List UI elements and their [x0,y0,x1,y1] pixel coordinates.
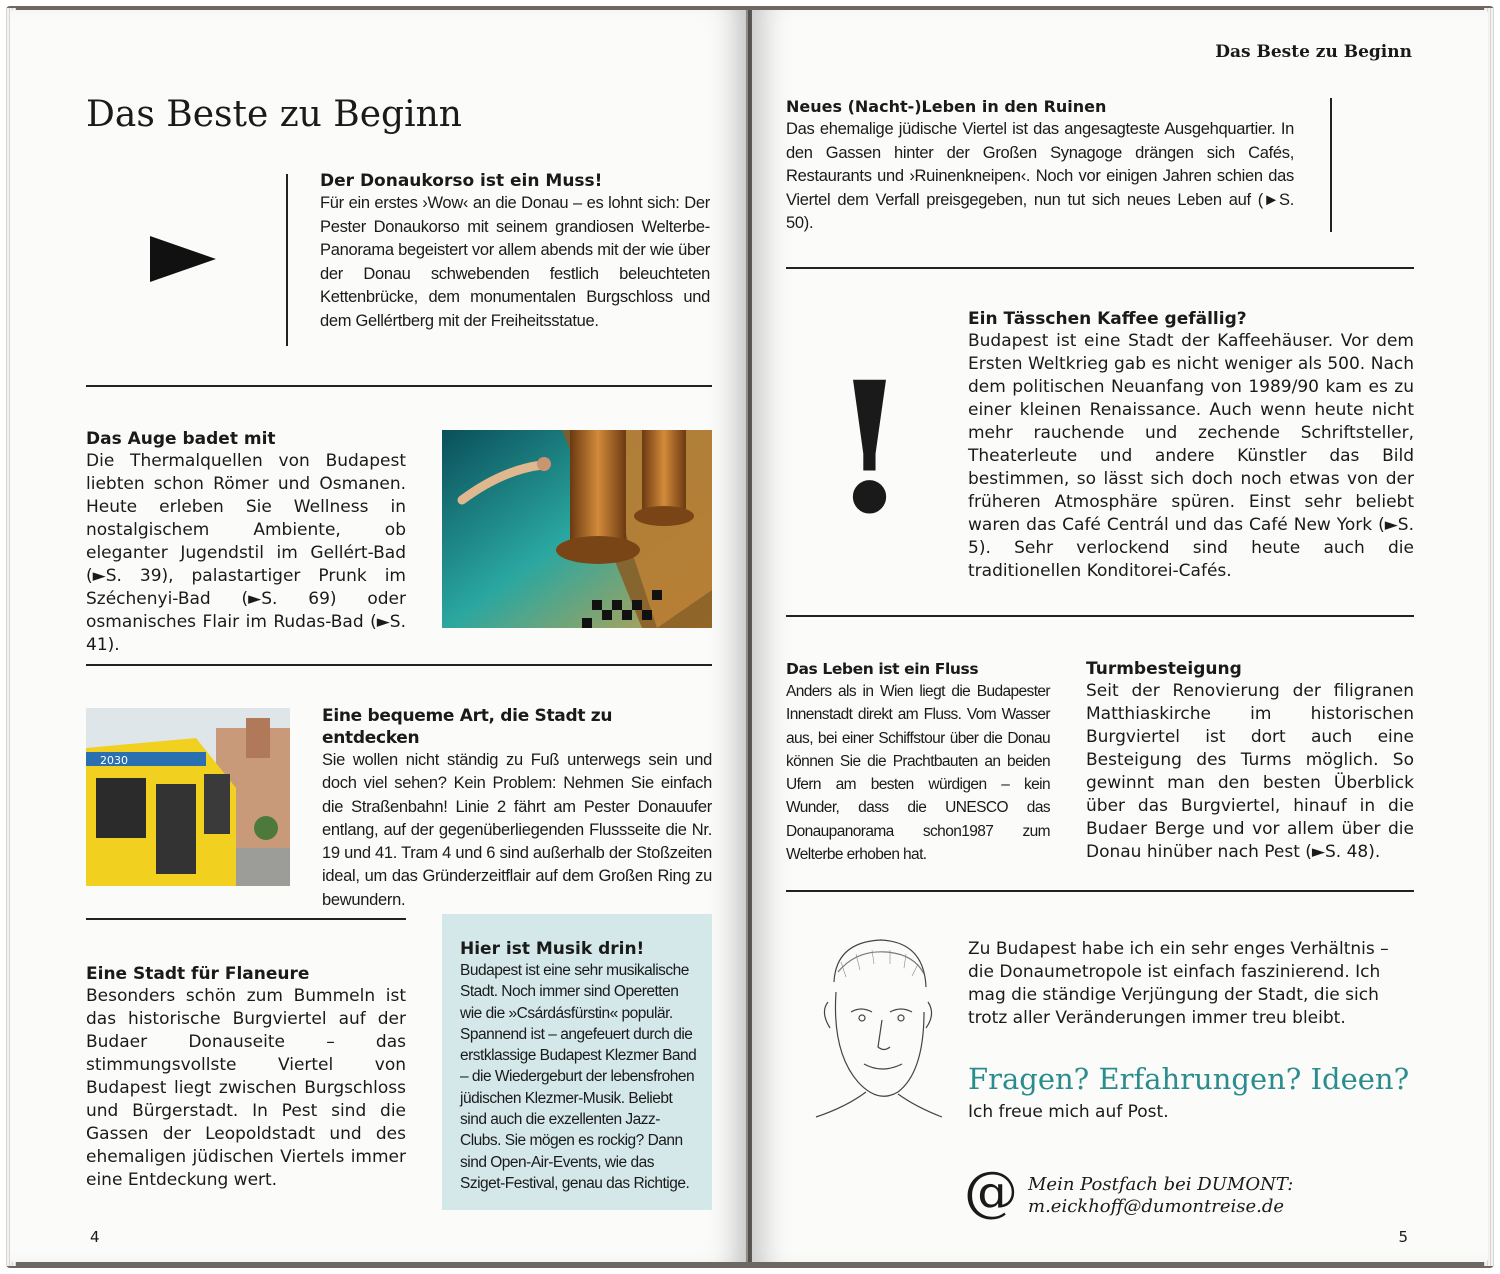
author-portrait-sketch [806,932,946,1122]
vertical-divider [286,174,288,346]
section-heading: Das Auge badet mit [86,429,276,449]
section-body: Anders als in Wien liegt die Budapester Innenstadt direkt am Fluss. Vom Wasser aus, bei einer Schiffstour über die Donau können Sie die Prachtbauten an beiden Ufern am besten würdigen – kein Wunder, dass die UNESCO das Donaupanorama schon1987 zum Welterbe erhoben hat. [786,683,1050,864]
mailbox-block [1028,1174,1293,1218]
page-number: 5 [1398,1228,1408,1246]
section-auge [86,428,406,657]
section-kaffee [968,308,1414,583]
divider [786,890,1414,892]
section-donaukorso [320,170,710,333]
section-heading: Neues (Nacht-)Leben in den Ruinen [786,97,1107,116]
section-heading: Eine Stadt für Flaneure [86,964,310,984]
email-address[interactable]: m.eickhoff@dumontreise.de [1028,1196,1285,1217]
info-box-musik [442,914,712,1210]
section-body: Das ehemalige jüdische Viertel ist das angesagteste Ausgehquartier. In den Gassen hinter der Großen Synagoge drängen sich Cafés, Restaurants und ›Ruinenkneipen‹. Noch vor einigen Jahren schien das Viertel dem Verfall preisgegeben, nun tut sich neues Leben auf (►S. 50). [786,120,1294,232]
section-body: Für ein erstes ›Wow‹ an die Donau – es lohnt sich: Der Pester Donaukorso mit seinem grandiosen Welterbe-Panorama begeistert vor allem abends mit der wie über der Donau schwebenden festlich beleuchteten Kettenbrücke, dem monumentalen Burgschloss und dem Gellértberg mit der Freiheitsstatue. [320,194,710,330]
tram-photo [86,708,290,886]
page-title: Das Beste zu Beginn [86,94,462,135]
section-heading: Ein Tässchen Kaffee gefällig? [968,309,1247,329]
exclamation-mark-icon: ! [830,343,910,554]
section-body: Sie wollen nicht ständig zu Fuß unterwegs sein und doch viel sehen? Kein Problem: Nehmen Sie einfach die Straßenbahn! Linie 2 fährt am Pester Donauufer entlang, auf der gegenüberliegenden Flussseite die Nr. 19 und 41. Tram 4 und 6 sind außerhalb der Stoßzeiten ideal, um das Gründerzeitflair auf dem Großen Ring zu bewundern. [322,751,712,909]
divider [786,267,1414,269]
section-turm [1086,658,1414,864]
section-body: Budapest ist eine sehr musikalische Stadt. Noch immer sind Operetten wie die »Csárdásfürstin« populär. Spannend ist – angefeuert durch die erstklassige Budapest Klezmer Band – die Wiedergeburt der lebensfrohen jüdischen Klezmer-Musik. Beliebt sind auch die exzellenten Jazz-Clubs. Sie mögen es rockig? Dann sind Open-Air-Events, wie das Sziget-Festival, genau das Richtige. [460,962,697,1192]
section-heading: Der Donaukorso ist ein Muss! [320,171,603,191]
section-heading: Eine bequeme Art, die Stadt zu entdecken [322,706,613,748]
divider [86,918,406,920]
right-page [752,10,1488,1262]
divider [786,615,1414,617]
at-icon: @ [964,1160,1018,1223]
mailbox-label: Mein Postfach bei DUMONT: [1028,1174,1294,1195]
section-body: Seit der Renovierung der filigranen Matthiaskirche im historischen Burgviertel ist dort auch eine Besteigung des Turms möglich. So gewinnt man den besten Überblick über das Burgviertel, hinauf in die Budaer Berge und vor allem über die Donau hinüber nach Pest (►S. 48). [1086,681,1414,862]
section-fluss [786,658,1050,866]
tram-number: 2030 [100,754,128,767]
divider [86,385,712,387]
section-heading: Hier ist Musik drin! [460,939,645,959]
section-body: Die Thermalquellen von Budapest liebten schon Römer und Osmanen. Heute erleben Sie Wellness in nostalgischem Ambiente, ob eleganter Jugendstil im Gellért-Bad (►S. 39), palastartiger Prunk im Széchenyi-Bad (►S. 69) oder osmanisches Flair im Rudas-Bad (►S. 41). [86,451,406,655]
book-spread [6,6,1494,1268]
section-heading: Turmbesteigung [1086,659,1242,679]
section-strassenbahn [322,705,712,912]
section-body: Besonders schön zum Bummeln ist das historische Burgviertel auf der Budaer Donauseite – das stimmungsvollste Viertel von Budapest liegt zwischen Burgschloss und Bürgerstadt. In Pest sind die Gassen der Leopoldstadt und des ehemaligen jüdischen Viertels immer eine Entdeckung wert. [86,986,406,1190]
page-number: 4 [90,1228,100,1246]
section-ruinen [786,96,1294,236]
author-quote: Zu Budapest habe ich ein sehr enges Verhältnis – die Donaumetropole ist einfach faszinierend. Ich mag die ständige Verjüngung der Stadt, die sich trotz aller Veränderungen immer treu bleibt. [968,939,1389,1028]
divider [86,664,712,666]
section-heading: Das Leben ist ein Fluss [786,660,979,678]
contact-question: Fragen? Erfahrungen? Ideen? [968,1062,1410,1096]
running-head: Das Beste zu Beginn [1215,42,1412,62]
section-flaneure [86,963,406,1192]
thermal-bath-photo [442,430,712,628]
contact-post-text: Ich freue mich auf Post. [968,1102,1169,1122]
section-body: Budapest ist eine Stadt der Kaffeehäuser. Vor dem Ersten Weltkrieg gab es nicht weniger als 500. Nach dem politischen Neuanfang von 1989/90 kam es zu einer kleinen Renaissance. Auch wenn heute nicht mehr rauchende und zechende Schriftsteller, Theaterleute und andere Künstler das Bild bestimmen, so lässt sich doch noch etwas von der früheren Atmosphäre spüren. Einst sehr beliebt waren das Café Centrál und das Café New York (►S. 5). Sehr verlockend sind heute auch die traditionellen Konditorei-Cafés. [968,331,1414,581]
arrow-marker-icon [148,234,218,284]
vertical-divider [1330,98,1332,232]
left-page [10,10,748,1262]
